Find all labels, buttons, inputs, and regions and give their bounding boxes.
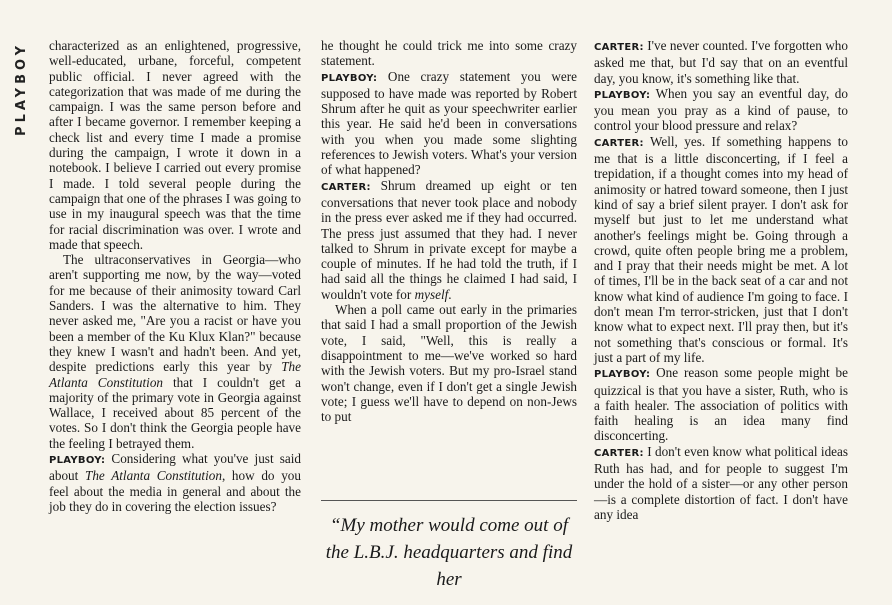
text-run: .	[448, 286, 452, 302]
answer	[594, 134, 848, 365]
paragraph	[49, 252, 301, 451]
paragraph: he thought he could trick me into some crazy statement.	[321, 38, 577, 69]
column-1	[49, 38, 301, 514]
paragraph: characterized as an enlightened, progressive, well-educated, urbane, forceful, competent public official. I never agreed with the categorization that was made of me during the campaign. I was the same person before and after I became governor. I remember keeping a check list and every time I made a promise during the campaign, I wrote it down in a notebook. I believe I carried out every promise I made. I told several people during the campaign that one of the phrases I was going to use in my inaugural speech was that the time for racial discrimination was over. I wrote and made that speech.	[49, 38, 301, 252]
text-run: Shrum dreamed up eight or ten conversations that never took place and nobody in the press ever asked me if they had occurred. The press just assumed that they had. I never talked to Shrum in private except for maybe a couple of minutes. If he had told the truth, if I had said all the things he claimed I had said, I wouldn't vote for	[321, 177, 577, 302]
text-run: One reason some people might be quizzical is that you have a sister, Ruth, who is a faith healer. The association of politics with faith healing is an idea many find disconcerting.	[594, 365, 848, 444]
paragraph: When a poll came out early in the primaries that said I had a small proportion of the Jewish vote, I said, "Well, this is really a disappointment to me—we've worked so hard with the Jewish voters. But my pro-Israel stand won't change, even if I don't get a single Jewish vote; I guess we'll have to depend on non-Jews to put	[321, 302, 577, 425]
question	[321, 69, 577, 178]
question	[594, 86, 848, 134]
emphasis: myself	[414, 286, 449, 302]
pull-quote: “My mother would come out of the L.B.J. headquarters and find her	[325, 515, 573, 590]
text-run: I don't even know what political ideas Ruth has had, and for people to suggest I'm under the hold of a sister—or any other person—is a complete distortion of fact. I don't have any idea	[594, 443, 848, 522]
text-run: The ultraconservatives in Georgia—who aren't supporting me now, by the way—voted for me because of their animosity toward Carl Sanders. I was the alternative to him. They never asked me, "Are you a racist or have you been a member of the Ku Klux Klan?" because they knew I wasn't and hadn't been. And yet, despite predictions early this year by	[49, 252, 301, 375]
answer	[321, 178, 577, 302]
column-3	[594, 38, 848, 522]
speaker-label: PLAYBOY:	[321, 72, 378, 84]
publication-title: The Atlanta Constitution	[84, 468, 222, 484]
column-2	[321, 38, 577, 424]
speaker-label: CARTER:	[594, 42, 644, 53]
speaker-label: CARTER:	[321, 181, 371, 193]
question	[594, 365, 848, 443]
question	[49, 451, 301, 514]
text-run: When you say an eventful day, do you mean you pray as a kind of pause, to control your blood pressure and relax?	[594, 85, 848, 134]
text-run: I've never counted. I've forgotten who asked me that, but I'd say that on an eventful day, you know, it's something like that.	[594, 38, 848, 86]
text-run: , how do you feel about the media in general and about the job they do in covering the election issues?	[49, 468, 301, 514]
text-run: that I couldn't get a majority of the primary vote in Georgia against Wallace, I received about 85 percent of the votes. So I don't think the Georgia people have the feeling I betrayed them.	[49, 374, 301, 451]
text-run: Well, yes. If something happens to me that is a little disconcerting, if I feel a trepidation, if a thought comes into my head of animosity or hatred toward someone, then I just kind of say a brief silent prayer. I don't ask for myself but just to let me understand what another's feelings might be. Going through a crowd, quite often people bring me a problem, and I pray that their needs might be met. A lot of times, I'll be in the back seat of a car and not know what kind of audience I'm going to face. I don't mean I'm terror-stricken, just that I don't know what to expect next. I'll pray then, but it's not something that's conscious or formal. It's just a part of my life.	[594, 133, 848, 365]
speaker-label: CARTER:	[594, 447, 644, 459]
answer	[594, 38, 848, 86]
speaker-label: PLAYBOY:	[594, 89, 651, 101]
speaker-label: PLAYBOY:	[594, 369, 651, 381]
speaker-label: PLAYBOY:	[49, 455, 106, 467]
answer	[594, 444, 848, 522]
text-run: One crazy statement you were supposed to have made was reported by Robert Shrum after he quit as your speechwriter earlier this year. He said he'd been in conversations with you when you made some slighting references to Jewish voters. What's your version of what happened?	[321, 68, 577, 178]
publication-title: The Atlanta Constitution	[49, 359, 301, 390]
pull-quote-rule	[321, 500, 577, 501]
running-head: PLAYBOY	[14, 42, 29, 136]
speaker-label: CARTER:	[594, 137, 644, 149]
text-run: Considering what you've just said about	[49, 451, 301, 484]
